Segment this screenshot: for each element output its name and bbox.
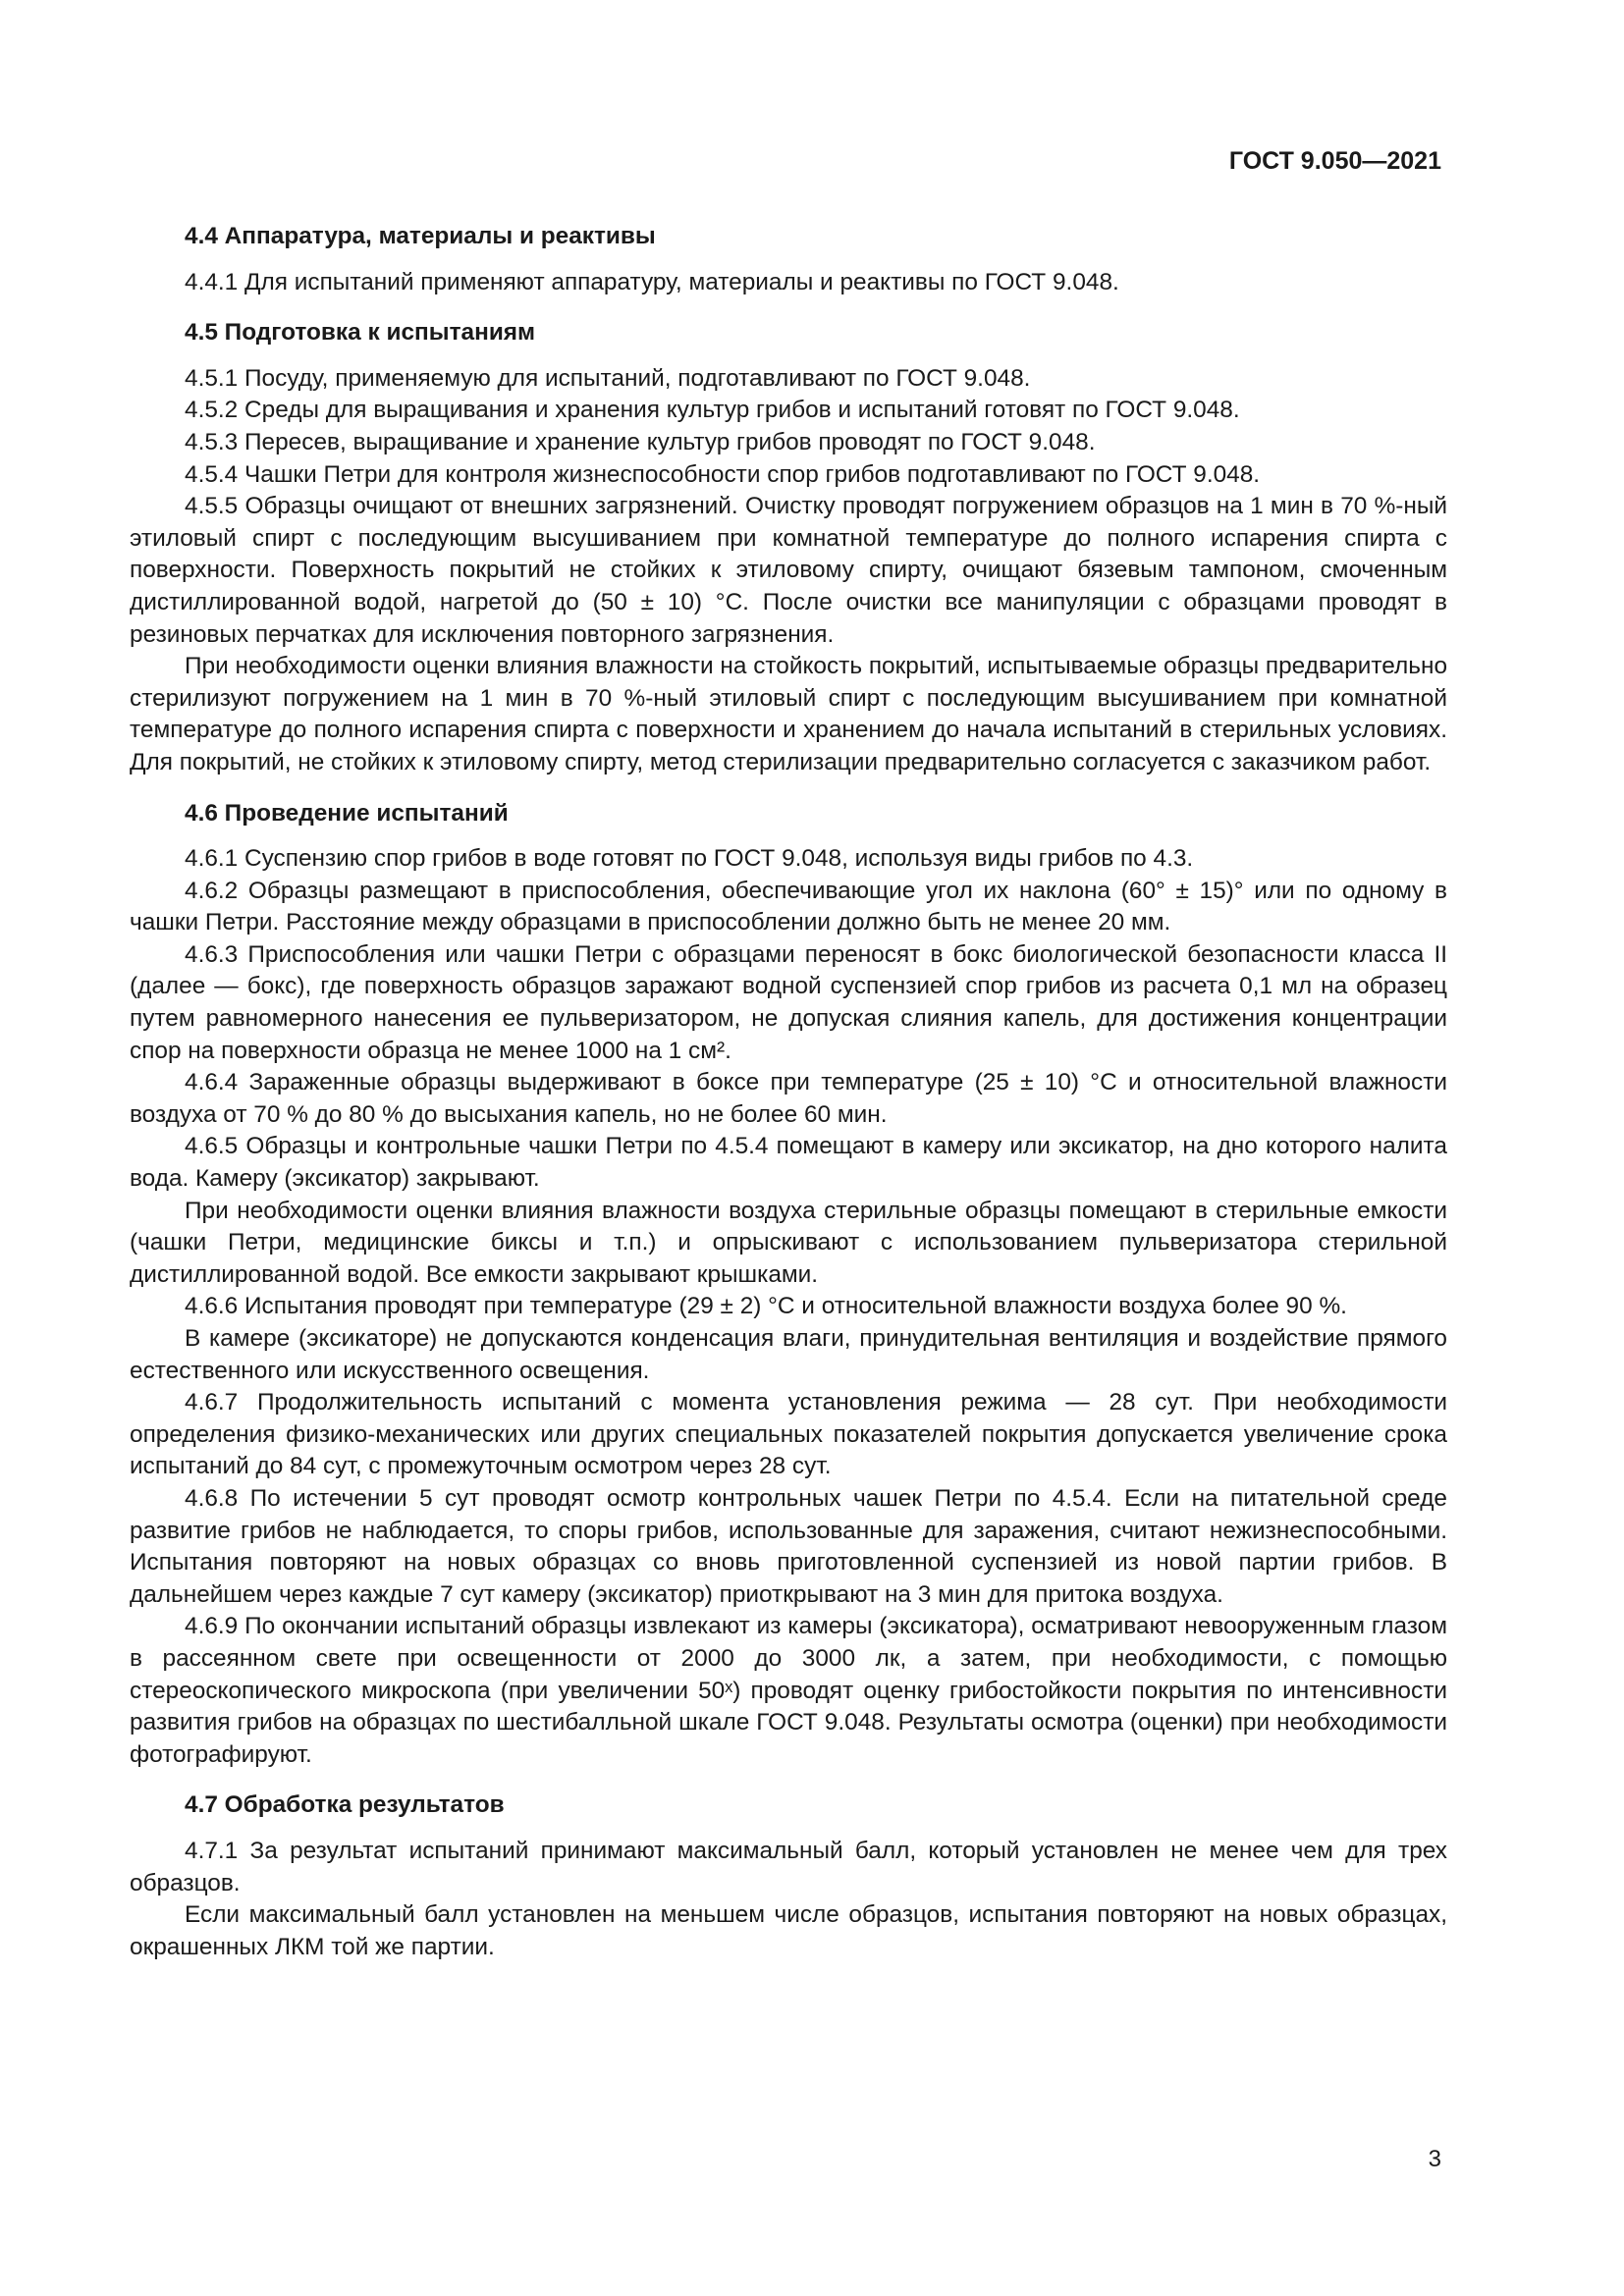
page-number: 3: [1428, 2146, 1441, 2172]
paragraph-4-5-3: 4.5.3 Пересев, выращивание и хранение культур грибов проводят по ГОСТ 9.048.: [185, 428, 1096, 455]
paragraph-4-6-2: 4.6.2 Образцы размещают в приспособления, обеспечивающие угол их наклона (60° ± 15)° или по одному в чашки Петри. Расстояние между образцами в приспособлении должно быть не менее 20 мм.: [130, 877, 1447, 936]
paragraph-4-6-9: 4.6.9 По окончании испытаний образцы извлекают из камеры (эксикатора), осматривают невооруженным глазом в рассеянном свете при освещенности от 2000 до 3000 лк, а затем, при необходимости, с помощью стереоскопического микроскопа (при увеличении 50ˣ) проводят оценку грибостойкости покрытия по интенсивности развития грибов на образцах по шестибалльной шкале ГОСТ 9.048. Результаты осмотра (оценки) при необходимости фотографируют.: [130, 1613, 1447, 1768]
section-heading-4-6: 4.6 Проведение испытаний: [185, 799, 509, 827]
paragraph-4-5-1: 4.5.1 Посуду, применяемую для испытаний, подготавливают по ГОСТ 9.048.: [185, 364, 1031, 392]
paragraph-4-5-2: 4.5.2 Среды для выращивания и хранения культур грибов и испытаний готовят по ГОСТ 9.048.: [185, 397, 1240, 424]
paragraph-4-6-7: 4.6.7 Продолжительность испытаний с момента установления режима — 28 сут. При необходимости определения физико-механических или других специальных показателей покрытия допускается увеличение срока испытаний до 84 сут, с промежуточным осмотром через 28 сут.: [130, 1389, 1447, 1480]
paragraph-4-6-3: 4.6.3 Приспособления или чашки Петри с образцами переносят в бокс биологической безопасности класса II (далее — бокс), где поверхность образцов заражают водной суспензией спор грибов из расчета 0,1 мл на образец путем равномерного нанесения ее пульверизатором, не допуская слияния капель, для достижения концентрации спор на поверхности образца не менее 1000 на 1 см².: [130, 940, 1447, 1064]
document-code: ГОСТ 9.050—2021: [1228, 147, 1441, 175]
paragraph-4-4-1: 4.4.1 Для испытаний применяют аппаратуру, материалы и реактивы по ГОСТ 9.048.: [185, 268, 1119, 295]
paragraph-4-6-5-note: При необходимости оценки влияния влажности воздуха стерильные образцы помещают в стерильные емкости (чашки Петри, медицинские биксы и т.п.) и опрыскивают с использованием пульверизатора стерильной дистиллированной водой. Все емкости закрывают крышками.: [130, 1197, 1447, 1288]
paragraph-4-7-1: 4.7.1 За результат испытаний принимают максимальный балл, который установлен не менее чем для трех образцов.: [130, 1837, 1447, 1896]
document-body: [130, 221, 1447, 1963]
section-heading-4-4: 4.4 Аппаратура, материалы и реактивы: [185, 223, 656, 249]
paragraph-4-6-6: 4.6.6 Испытания проводят при температуре (29 ± 2) °С и относительной влажности воздуха более 90 %.: [185, 1293, 1347, 1320]
paragraph-4-5-5-note: При необходимости оценки влияния влажности на стойкость покрытий, испытываемые образцы предварительно стерилизуют погружением на 1 мин в 70 %-ный этиловый спирт с последующим высушиванием при комнатной температуре до полного испарения спирта с поверхности и хранением до начала испытаний в стерильных условиях. Для покрытий, не стойких к этиловому спирту, метод стерилизации предварительно согласуется с заказчиком работ.: [130, 653, 1448, 775]
section-heading-4-5: 4.5 Подготовка к испытаниям: [185, 319, 536, 347]
paragraph-4-5-4: 4.5.4 Чашки Петри для контроля жизнеспособности спор грибов подготавливают по ГОСТ 9.048.: [185, 460, 1261, 488]
section-heading-4-7: 4.7 Обработка результатов: [185, 1791, 505, 1819]
paragraph-4-6-1: 4.6.1 Суспензию спор грибов в воде готовят по ГОСТ 9.048, используя виды грибов по 4.3.: [185, 845, 1194, 873]
paragraph-4-6-5: 4.6.5 Образцы и контрольные чашки Петри по 4.5.4 помещают в камеру или эксикатор, на дно которого налита вода. Камеру (эксикатор) закрывают.: [130, 1133, 1447, 1193]
paragraph-4-7-1-note: Если максимальный балл установлен на меньшем числе образцов, испытания повторяют на новых образцах, окрашенных ЛКМ той же партии.: [130, 1901, 1447, 1960]
paragraph-4-6-6-note: В камере (эксикаторе) не допускаются конденсация влаги, принудительная вентиляция и воздействие прямого естественного или искусственного освещения.: [130, 1325, 1447, 1384]
paragraph-4-5-5: 4.5.5 Образцы очищают от внешних загрязнений. Очистку проводят погружением образцов на 1 мин в 70 %-ный этиловый спирт с последующим высушиванием при комнатной температуре до полного испарения спирта с поверхности. Поверхность покрытий не стойких к этиловому спирту, очищают бязевым тампоном, смоченным дистиллированной водой, нагретой до (50 ± 10) °С. После очистки все манипуляции с образцами проводят в резиновых перчатках для исключения повторного загрязнения.: [130, 493, 1447, 648]
paragraph-4-6-8: 4.6.8 По истечении 5 сут проводят осмотр контрольных чашек Петри по 4.5.4. Если на питательной среде развитие грибов не наблюдается, то споры грибов, использованные для заражения, считают нежизнеспособными. Испытания повторяют на новых образцах со вновь приготовленной суспензией из новой партии грибов. В дальнейшем через каждые 7 сут камеру (эксикатор) приоткрывают на 3 мин для притока воздуха.: [130, 1484, 1447, 1608]
paragraph-4-6-4: 4.6.4 Зараженные образцы выдерживают в боксе при температуре (25 ± 10) °С и относительной влажности воздуха от 70 % до 80 % до высыхания капель, но не более 60 мин.: [130, 1069, 1447, 1128]
